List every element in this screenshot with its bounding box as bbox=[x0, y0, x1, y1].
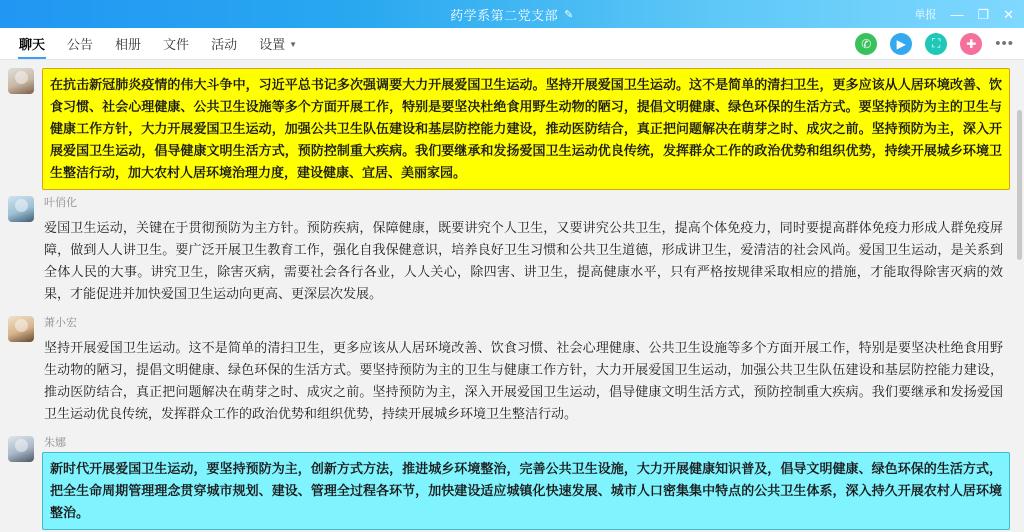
message-body bbox=[42, 434, 1010, 530]
add-member-icon[interactable]: ✚ bbox=[960, 33, 982, 55]
tab-settings-label: 设置 bbox=[259, 37, 286, 52]
avatar[interactable] bbox=[8, 316, 34, 342]
page-title: 药学系第二党支部 bbox=[450, 7, 559, 23]
tab-files-label: 文件 bbox=[163, 37, 190, 52]
pencil-icon[interactable]: ✎ bbox=[564, 8, 574, 21]
message-body bbox=[42, 314, 1010, 430]
message-sender: 朱娜 bbox=[44, 437, 66, 449]
tab-activities[interactable] bbox=[200, 28, 248, 59]
group-icon[interactable]: ⛶ bbox=[925, 33, 947, 55]
message-body bbox=[42, 66, 1010, 190]
avatar[interactable] bbox=[8, 196, 34, 222]
message-body bbox=[42, 194, 1010, 310]
video-call-icon[interactable]: ▶ bbox=[890, 33, 912, 55]
message-sender: 叶俏化 bbox=[44, 197, 77, 209]
message-item bbox=[0, 64, 1024, 192]
window-controls bbox=[914, 6, 1024, 22]
tab-announcement-label: 公告 bbox=[67, 37, 94, 52]
more-options-icon[interactable]: ••• bbox=[995, 35, 1014, 52]
member-label: 单报 bbox=[914, 9, 937, 21]
message-text: 新时代开展爱国卫生运动，要坚持预防为主，创新方式方法，推进城乡环境整治，完善公共卫生设施，大力开展健康知识普及，倡导文明健康、绿色环保的生活方式，把全生命周期管理理念贯穿城市规划、建设、管理全过程各环节，加快建设适应城镇化快速发展、城市人口密集集中特点的公共卫生体系，深入持久开展农村人居环境整治。 bbox=[42, 452, 1010, 530]
scrollbar[interactable] bbox=[1018, 60, 1023, 532]
scrollbar-thumb[interactable] bbox=[1017, 110, 1022, 260]
window-title-group bbox=[0, 5, 1024, 24]
minimize-button[interactable]: — bbox=[950, 6, 964, 22]
tab-chat-label: 聊天 bbox=[19, 37, 46, 52]
tab-chat[interactable] bbox=[8, 28, 56, 59]
message-list[interactable] bbox=[0, 60, 1024, 532]
message-text: 爱国卫生运动，关键在于贯彻预防为主方针。预防疾病，保障健康，既要讲究个人卫生，又要讲究公共卫生，提高个体免疫力，同时要提高群体免疫力形成人群免疫屏障，做到人人讲卫生。要广泛开展卫生教育工作，强化自我保健意识，培养良好卫生习惯和公共卫生道德，形成讲卫生，爱清洁的社会风尚。爱国卫生运动，是关系到全体人民的大事。讲究卫生，除害灭病，需要社会各行各业，人人关心，除四害、讲卫生，提高健康水平，只有严格按规律采取相应的措施，才能取得除害灭病的效果，才能促进并加快爱国卫生运动向更高、更深层次发展。 bbox=[44, 220, 1003, 301]
tab-files[interactable] bbox=[152, 28, 200, 59]
close-button[interactable]: ✕ bbox=[1003, 6, 1014, 22]
avatar[interactable] bbox=[8, 436, 34, 462]
tab-announcement[interactable] bbox=[56, 28, 104, 59]
chevron-down-icon: ▼ bbox=[289, 40, 298, 49]
avatar[interactable] bbox=[8, 68, 34, 94]
message-sender: 萧小宏 bbox=[44, 317, 77, 329]
message-item bbox=[0, 192, 1024, 312]
menu-tabs bbox=[0, 28, 308, 59]
menu-bar bbox=[0, 28, 1024, 60]
message-text: 在抗击新冠肺炎疫情的伟大斗争中，习近平总书记多次强调要大力开展爱国卫生运动。坚持开展爱国卫生运动。这不是简单的清扫卫生，更多应该从人居环境改善、饮食习惯、社会心理健康、公共卫生设施等多个方面开展工作，特别是要坚决杜绝食用野生动物的陋习，提倡文明健康、绿色环保的生活方式。要坚持预防为主的卫生与健康工作方针，大力开展爱国卫生运动，加强公共卫生队伍建设和基层防控能力建设，推动医防结合，真正把问题解决在萌芽之时、成灾之前。坚持预防为主，深入开展爱国卫生运动，倡导健康文明生活方式，预防控制重大疾病。我们要继承和发扬爱国卫生运动优良传统，发挥群众工作的政治优势和组织优势，持续开展城乡环境卫生整洁行动，加大农村人居环境治理力度，建设健康、宜居、美丽家园。 bbox=[42, 68, 1010, 190]
message-item bbox=[0, 312, 1024, 432]
tab-album[interactable] bbox=[104, 28, 152, 59]
menu-action-icons bbox=[855, 33, 1024, 55]
message-item bbox=[0, 432, 1024, 532]
phone-call-icon[interactable]: ✆ bbox=[855, 33, 877, 55]
message-text: 坚持开展爱国卫生运动。这不是简单的清扫卫生，更多应该从人居环境改善、饮食习惯、社会心理健康、公共卫生设施等多个方面开展工作，特别是要坚决杜绝食用野生动物的陋习，提倡文明健康、绿色环保的生活方式。要坚持预防为主的卫生与健康工作方针，大力开展爱国卫生运动，加强公共卫生队伍建设和基层防控能力建设，推动医防结合，真正把问题解决在萌芽之时、成灾之前。坚持预防为主，深入开展爱国卫生运动，倡导健康文明生活方式，预防控制重大疾病。我们要继承和发扬爱国卫生运动优良传统，发挥群众工作的政治优势和组织优势，持续开展城乡环境卫生整洁行动。 bbox=[44, 340, 1003, 421]
maximize-button[interactable]: ❐ bbox=[977, 6, 990, 22]
title-bar bbox=[0, 0, 1024, 28]
tab-activities-label: 活动 bbox=[211, 37, 238, 52]
tab-settings[interactable] bbox=[248, 28, 308, 59]
tab-album-label: 相册 bbox=[115, 37, 142, 52]
